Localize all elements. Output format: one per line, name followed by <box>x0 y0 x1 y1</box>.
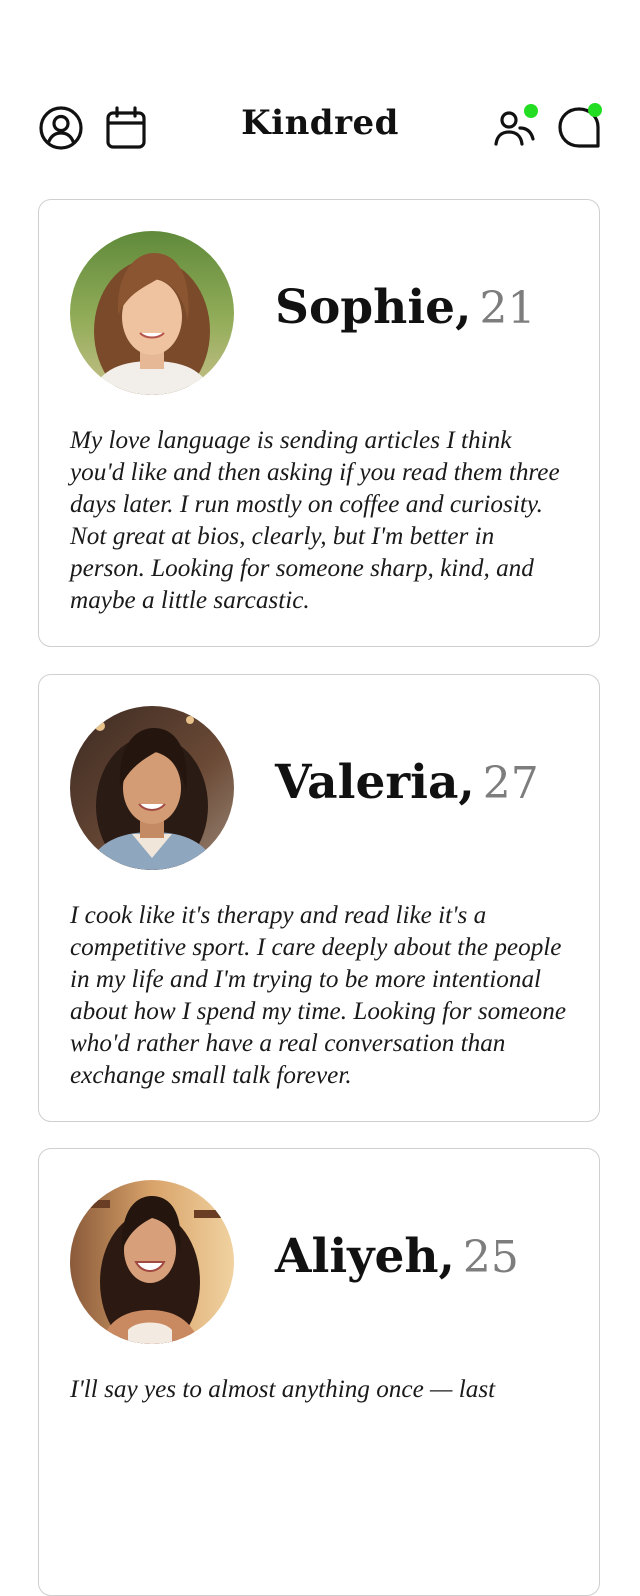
profile-bio: I'll say yes to almost anything once — last <box>70 1376 496 1403</box>
profile-bio: My love language is sending articles I think you'd like and then asking if you read them three days later. I run mostly on coffee and curiosity. Not great at bios, clearly, but I'm better in person. Looking for someone sharp, kind, and maybe a little sarcastic. <box>70 427 560 614</box>
profile-name-row <box>275 280 535 335</box>
profile-card[interactable] <box>38 1148 600 1596</box>
chat-button[interactable] <box>555 104 603 152</box>
profile-card[interactable] <box>38 674 600 1122</box>
app-title: Kindred <box>241 103 399 143</box>
profile-photo <box>70 231 234 395</box>
profile-photo <box>70 1180 234 1344</box>
profile-name-row <box>275 755 539 810</box>
profile-age: 25 <box>462 1232 519 1283</box>
profile-card[interactable] <box>38 199 600 647</box>
matches-button[interactable] <box>491 104 539 152</box>
profile-name: Valeria, <box>275 755 475 810</box>
profile-name: Aliyeh, <box>275 1229 455 1284</box>
notification-dot <box>588 103 602 117</box>
profile-name-row <box>275 1229 519 1284</box>
profile-age: 27 <box>482 758 539 809</box>
profile-photo <box>70 706 234 870</box>
profile-bio: I cook like it's therapy and read like it's a competitive sport. I care deeply about the people in my life and I'm trying to be more intentional about how I spend my time. Looking for someone who'd rather have a real conversation than exchange small talk forever. <box>70 902 567 1089</box>
profile-age: 21 <box>479 283 536 334</box>
notification-dot <box>524 104 538 118</box>
profile-name: Sophie, <box>275 280 472 335</box>
top-nav-bar <box>0 100 640 156</box>
